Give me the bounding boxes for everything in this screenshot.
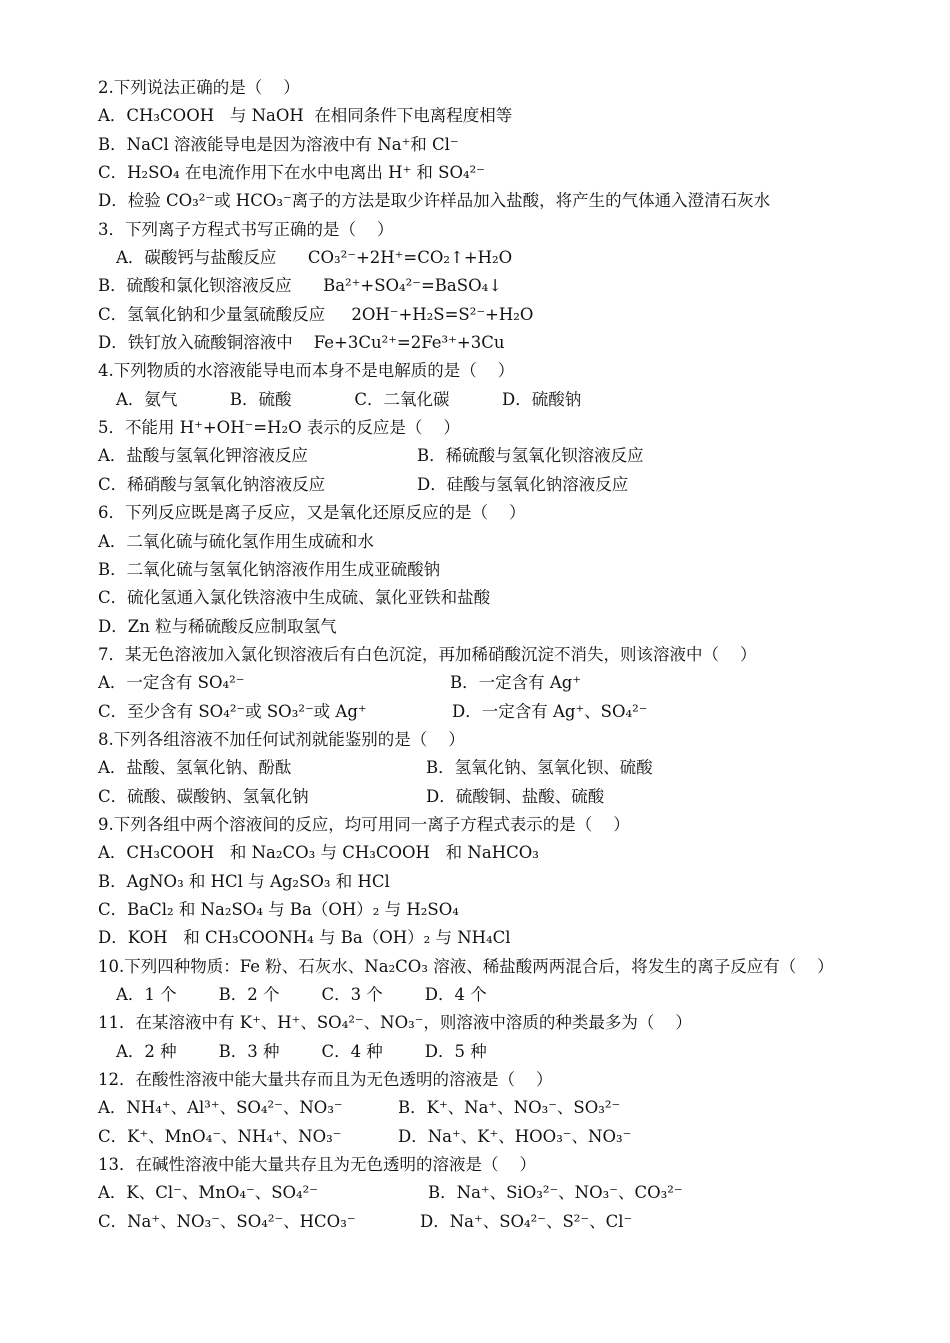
question-13-option-d: D．Na⁺、SO₄²⁻、S²⁻、Cl⁻: [420, 1211, 633, 1231]
question-9-option-c: C．BaCl₂ 和 Na₂SO₄ 与 Ba（OH）₂ 与 H₂SO₄: [98, 899, 459, 919]
question-7-options-cd: [0, 698, 950, 726]
question-6-option-d: D．Zn 粒与稀硫酸反应制取氢气: [98, 616, 337, 636]
question-5-stem: 5．不能用 H⁺+OH⁻=H₂O 表示的反应是（ ）: [98, 418, 460, 438]
question-6-stem: 6．下列反应既是离子反应，又是氧化还原反应的是（ ）: [98, 503, 526, 523]
question-13-options-cd: [0, 1208, 950, 1236]
question-12-options-ab: [0, 1094, 950, 1122]
question-13-option-c: C．Na⁺、NO₃⁻、SO₄²⁻、HCO₃⁻: [98, 1211, 356, 1231]
question-5-option-c: C．稀硝酸与氢氧化钠溶液反应: [98, 474, 326, 494]
question-6-option-c: C．硫化氢通入氯化铁溶液中生成硫、氯化亚铁和盐酸: [98, 588, 491, 608]
question-7-option-c: C．至少含有 SO₄²⁻或 SO₃²⁻或 Ag⁺: [98, 701, 367, 721]
question-8-option-d: D．硫酸铜、盐酸、硫酸: [426, 786, 605, 806]
question-12-options-cd: [0, 1123, 950, 1151]
question-8-options-cd: [0, 783, 950, 811]
question-3-option-d: D．铁钉放入硫酸铜溶液中 Fe+3Cu²⁺=2Fe³⁺+3Cu: [98, 333, 505, 353]
question-9-option-a: A．CH₃COOH 和 Na₂CO₃ 与 CH₃COOH 和 NaHCO₃: [98, 843, 539, 863]
question-8-option-c: C．硫酸、碳酸钠、氢氧化钠: [98, 786, 309, 806]
question-5-option-d: D．硅酸与氢氧化钠溶液反应: [417, 474, 629, 494]
question-2-option-c: C．H₂SO₄ 在电流作用下在水中电离出 H⁺ 和 SO₄²⁻: [98, 163, 485, 183]
question-3-option-c: C．氢氧化钠和少量氢硫酸反应 2OH⁻+H₂S=S²⁻+H₂O: [98, 304, 534, 324]
question-11-options: A．2 种 B．3 种 C．4 种 D．5 种: [116, 1041, 487, 1061]
question-10-stem: 10.下列四种物质：Fe 粉、石灰水、Na₂CO₃ 溶液、稀盐酸两两混合后，将发生的离子反应有（ ）: [98, 956, 834, 976]
question-2-option-b: B．NaCl 溶液能导电是因为溶液中有 Na⁺和 Cl⁻: [98, 134, 459, 154]
question-8-option-b: B．氢氧化钠、氢氧化钡、硫酸: [426, 758, 653, 778]
question-3-option-b: B．硫酸和氯化钡溶液反应 Ba²⁺+SO₄²⁻=BaSO₄↓: [98, 276, 503, 296]
question-11-stem: 11．在某溶液中有 K⁺、H⁺、SO₄²⁻、NO₃⁻，则溶液中溶质的种类最多为（ ）: [98, 1013, 692, 1033]
question-12-option-b: B．K⁺、Na⁺、NO₃⁻、SO₃²⁻: [398, 1098, 621, 1118]
question-10-options: A．1 个 B．2 个 C．3 个 D．4 个: [116, 985, 487, 1004]
question-5-options-ab: [0, 442, 950, 470]
question-3-option-a: A．碳酸钙与盐酸反应 CO₃²⁻+2H⁺=CO₂↑+H₂O: [116, 248, 513, 268]
question-7-option-b: B．一定含有 Ag⁺: [450, 673, 582, 693]
question-5-options-cd: [0, 471, 950, 499]
question-5-option-b: B．稀硫酸与氢氧化钡溶液反应: [417, 446, 644, 466]
question-7-option-d: D．一定含有 Ag⁺、SO₄²⁻: [452, 701, 648, 721]
document-body: [0, 74, 950, 1236]
question-7-options-ab: [0, 669, 950, 697]
question-13-stem: 13．在碱性溶液中能大量共存且为无色透明的溶液是（ ）: [98, 1155, 536, 1175]
question-5-option-a: A．盐酸与氢氧化钾溶液反应: [98, 446, 308, 466]
question-3-stem: 3．下列离子方程式书写正确的是（ ）: [98, 219, 394, 239]
question-4-stem: 4.下列物质的水溶液能导电而本身不是电解质的是（ ）: [98, 361, 515, 381]
question-9-option-d: D．KOH 和 CH₃COONH₄ 与 Ba（OH）₂ 与 NH₄Cl: [98, 928, 511, 948]
question-9-stem: 9.下列各组中两个溶液间的反应，均可用同一离子方程式表示的是（ ）: [98, 814, 630, 834]
question-2-option-a: A．CH₃COOH 与 NaOH 在相同条件下电离程度相等: [98, 106, 513, 126]
question-12-option-d: D．Na⁺、K⁺、HOO₃⁻、NO₃⁻: [398, 1126, 632, 1146]
question-7-stem: 7．某无色溶液加入氯化钡溶液后有白色沉淀，再加稀硝酸沉淀不消失，则该溶液中（ ）: [98, 644, 757, 664]
question-2-stem: 2.下列说法正确的是（ ）: [98, 78, 300, 97]
question-8-options-ab: [0, 754, 950, 782]
question-4-options: A．氨气 B．硫酸 C．二氧化碳 D．硫酸钠: [116, 389, 582, 409]
question-12-stem: 12．在酸性溶液中能大量共存而且为无色透明的溶液是（ ）: [98, 1070, 553, 1090]
question-13-options-ab: [0, 1179, 950, 1207]
question-6-option-b: B．二氧化硫与氢氧化钠溶液作用生成亚硫酸钠: [98, 559, 441, 579]
question-13-option-b: B．Na⁺、SiO₃²⁻、NO₃⁻、CO₃²⁻: [428, 1183, 683, 1203]
question-13-option-a: A．K、Cl⁻、MnO₄⁻、SO₄²⁻: [98, 1183, 318, 1203]
question-2-option-d: D．检验 CO₃²⁻或 HCO₃⁻离子的方法是取少许样品加入盐酸，将产生的气体通入澄清石灰水: [98, 191, 771, 211]
question-12-option-a: A．NH₄⁺、Al³⁺、SO₄²⁻、NO₃⁻: [98, 1098, 343, 1118]
question-8-stem: 8.下列各组溶液不加任何试剂就能鉴别的是（ ）: [98, 729, 465, 749]
question-12-option-c: C．K⁺、MnO₄⁻、NH₄⁺、NO₃⁻: [98, 1126, 342, 1146]
question-6-option-a: A．二氧化硫与硫化氢作用生成硫和水: [98, 531, 374, 551]
question-8-option-a: A．盐酸、氢氧化钠、酚酞: [98, 758, 292, 778]
question-7-option-a: A．一定含有 SO₄²⁻: [98, 673, 245, 693]
question-9-option-b: B．AgNO₃ 和 HCl 与 Ag₂SO₃ 和 HCl: [98, 871, 390, 891]
